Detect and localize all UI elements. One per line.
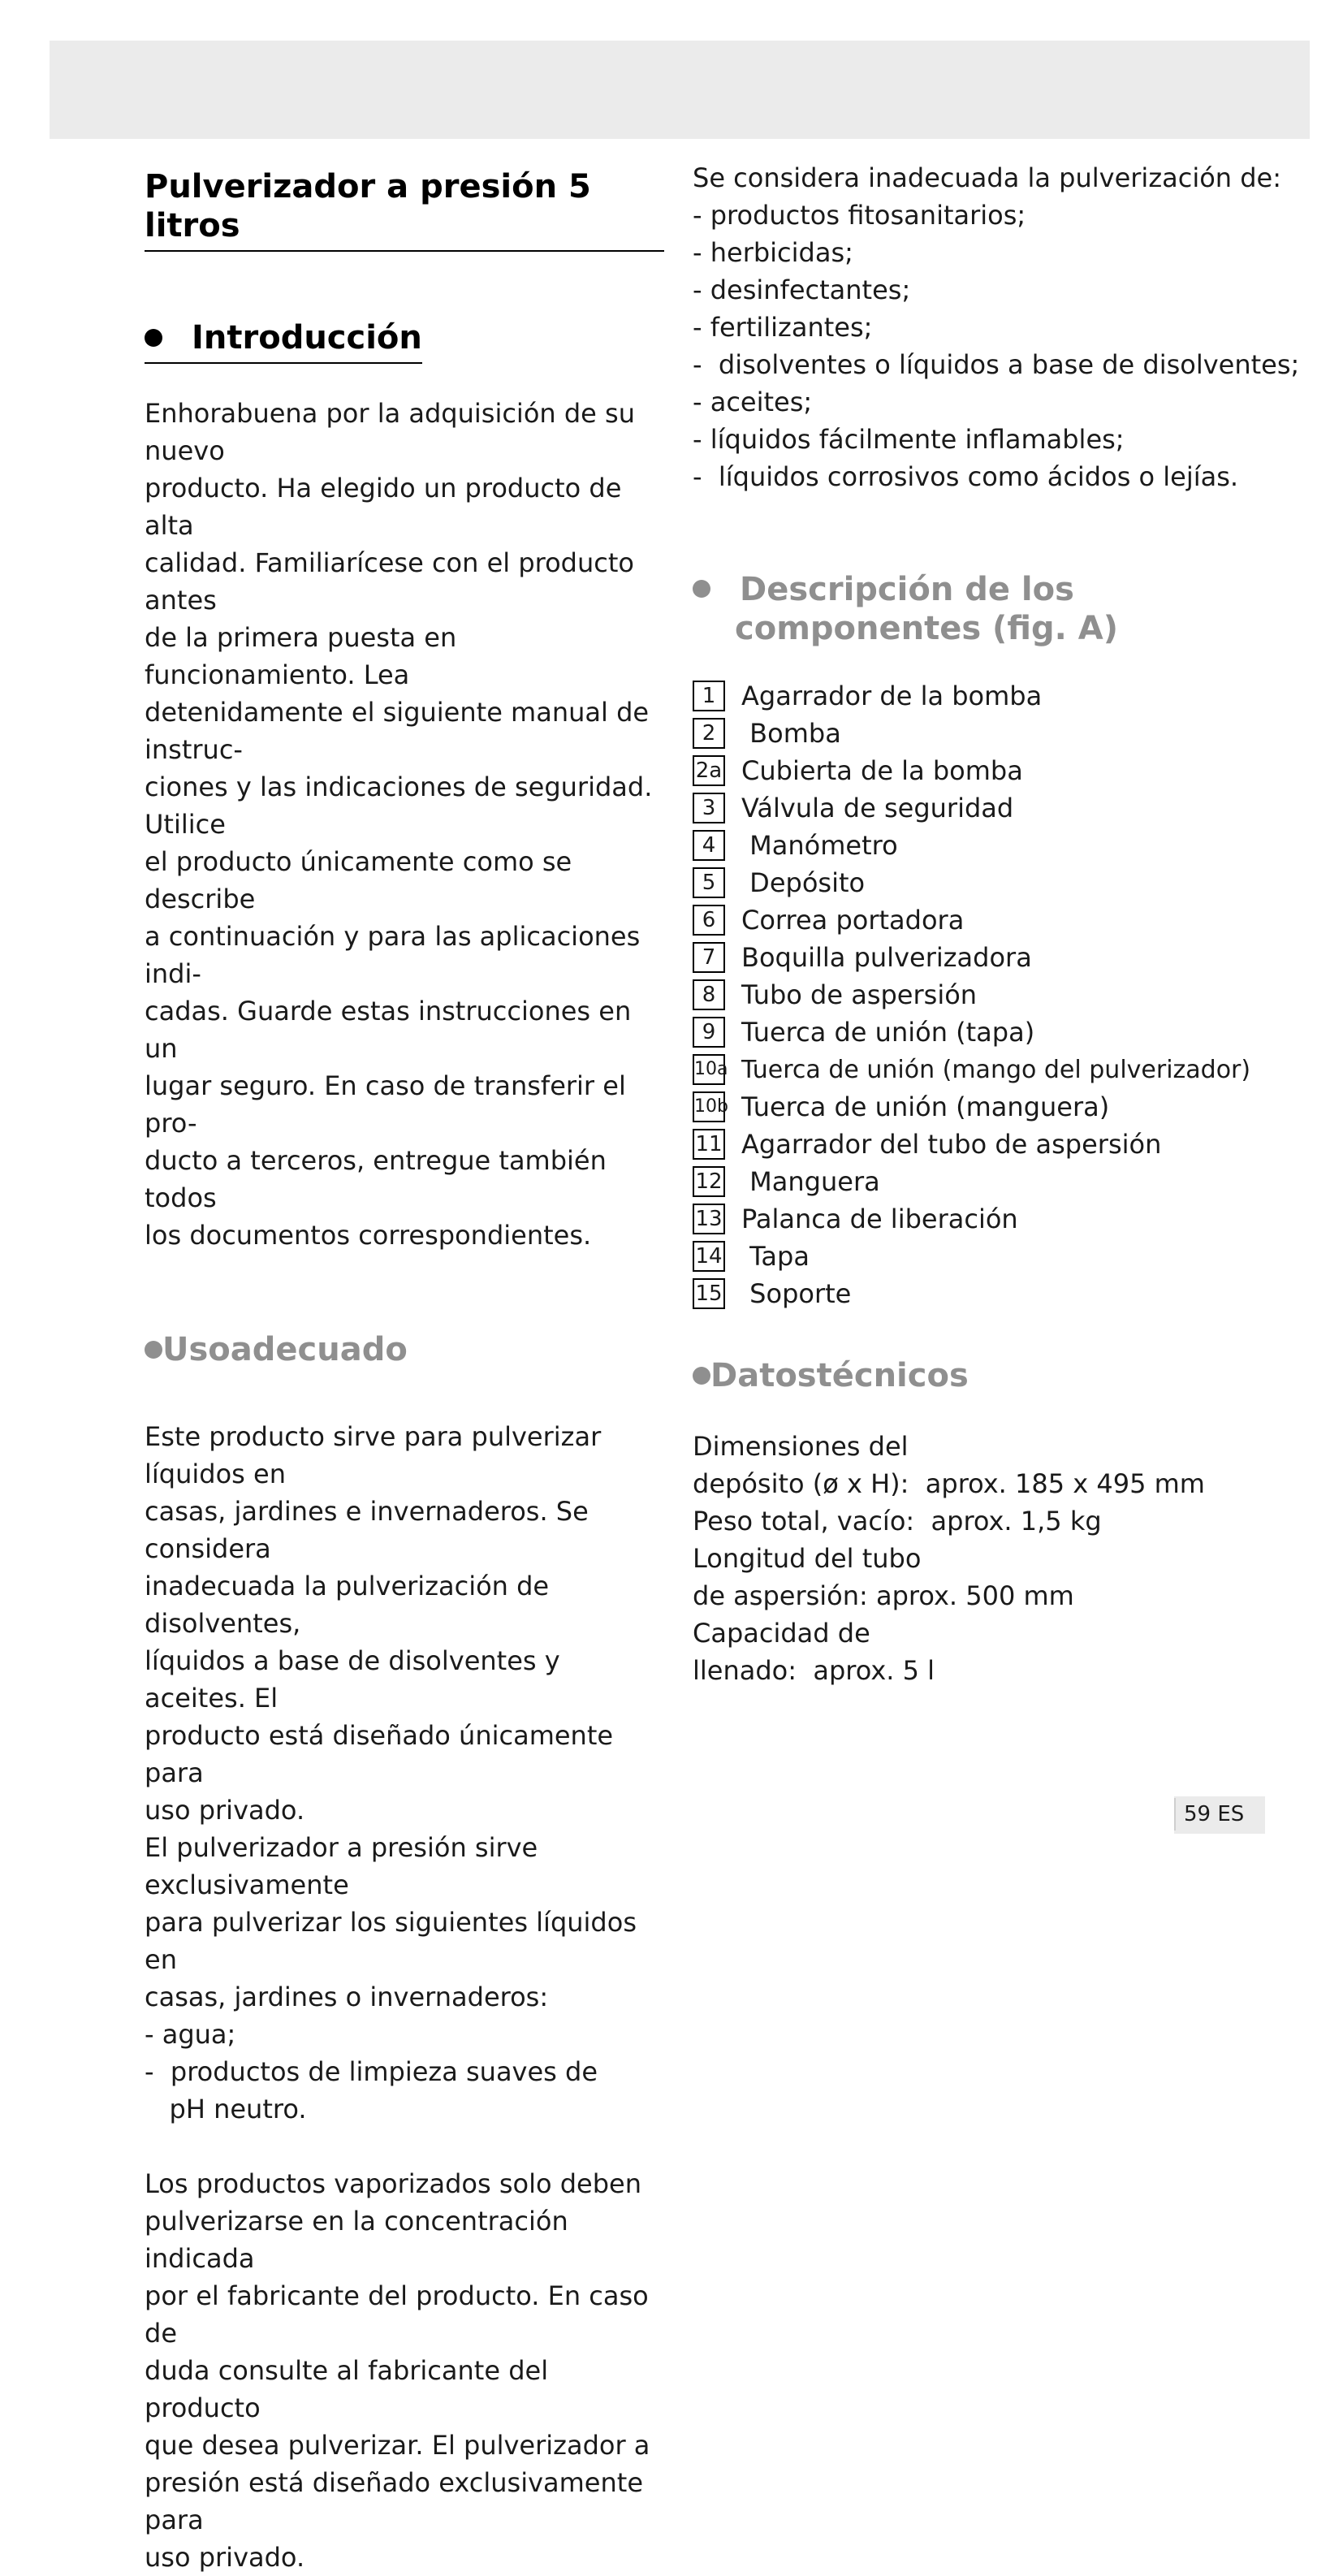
component-item (693, 864, 1245, 901)
component-item (693, 1163, 1245, 1200)
spec-line: Longitud del tubo (693, 1543, 922, 1574)
spec-line: Peso total, vacío: aprox. 1,5 kg (693, 1506, 1102, 1537)
component-item (693, 789, 1245, 827)
component-number: 12 (693, 1166, 725, 1197)
list-item: - productos fitosanitarios; (693, 200, 1026, 231)
text-line: que desea pulverizar. El pulverizador a (145, 2430, 650, 2461)
left-column (145, 159, 664, 2576)
bullet-icon (145, 1341, 162, 1359)
component-label: Cubierta de la bomba (741, 755, 1023, 786)
component-label: Tapa (741, 1241, 810, 1272)
usage-paragraph (145, 1418, 664, 2128)
text-line: uso privado. (145, 2542, 305, 2573)
text-line: casas, jardines o invernaderos: (145, 1982, 549, 2012)
intro-heading (145, 318, 422, 364)
component-label: Agarrador del tubo de aspersión (741, 1129, 1162, 1160)
component-number: 10a (693, 1054, 725, 1085)
component-label: Manómetro (741, 830, 898, 861)
component-number: 6 (693, 905, 725, 936)
component-number: 2a (693, 755, 725, 786)
component-label: Agarrador de la bomba (741, 681, 1043, 711)
specs-list (693, 1428, 1245, 1689)
spec-line: Dimensiones del (693, 1431, 909, 1462)
component-number: 11 (693, 1129, 725, 1160)
component-label: Tuerca de unión (tapa) (741, 1017, 1035, 1048)
list-item: - desinfectantes; (693, 274, 911, 305)
component-item (693, 1275, 1245, 1312)
text-line: Enhorabuena por la adquisición de su nuevo (145, 398, 635, 466)
component-number: 13 (693, 1204, 725, 1234)
component-item (693, 1014, 1245, 1051)
component-label: Válvula de seguridad (741, 793, 1014, 823)
component-item (693, 715, 1245, 752)
component-label: Correa portadora (741, 905, 965, 936)
text-line: detenidamente el siguiente manual de instruc- (145, 697, 650, 765)
component-item (693, 827, 1245, 864)
text-line: inadecuada la pulverización de disolventes, (145, 1571, 550, 1639)
bullet-icon (145, 329, 162, 347)
usage-heading (145, 1330, 664, 1369)
component-number: 2 (693, 718, 725, 749)
component-item (693, 1126, 1245, 1163)
text-line: casas, jardines e invernaderos. Se considera (145, 1496, 589, 1564)
text-line: pH neutro. (145, 2094, 307, 2124)
specs-heading-text: Datostécnicos (710, 1357, 969, 1394)
component-number: 3 (693, 793, 725, 823)
list-item: - fertilizantes; (693, 312, 873, 343)
text-line: Se considera inadecuada la pulverización de: (693, 162, 1282, 193)
usage-heading-text: Usoadecuado (162, 1331, 408, 1368)
text-line: calidad. Familiarícese con el producto antes (145, 547, 634, 616)
spec-line: de aspersión: aprox. 500 mm (693, 1580, 1074, 1611)
component-number: 9 (693, 1017, 725, 1048)
text-line: uso privado. (145, 1795, 305, 1826)
component-label: Tuerca de unión (manguera) (741, 1091, 1110, 1122)
component-item (693, 976, 1245, 1014)
component-number: 1 (693, 681, 725, 711)
components-heading-line: Descripción de los (740, 571, 1074, 608)
page-number-divider (1174, 1798, 1176, 1830)
component-item (693, 1088, 1245, 1126)
text-line: El pulverizador a presión sirve exclusivamente (145, 1832, 538, 1900)
components-heading (693, 570, 1245, 648)
component-label: Bomba (741, 718, 841, 749)
component-number: 4 (693, 830, 725, 861)
text-line: duda consulte al fabricante del producto (145, 2355, 549, 2423)
text-line: producto. Ha elegido un producto de alta (145, 473, 622, 541)
component-number: 7 (693, 942, 725, 973)
component-item (693, 901, 1245, 939)
text-line: de la primera puesta en funcionamiento. Lea (145, 622, 457, 690)
text-line: para pulverizar los siguientes líquidos en (145, 1907, 637, 1975)
spec-line: depósito (ø x H): aprox. 185 x 495 mm (693, 1468, 1205, 1499)
document-title: Pulverizador a presión 5 litros (145, 167, 664, 252)
text-line: el producto únicamente como se describe (145, 846, 572, 914)
component-item (693, 1200, 1245, 1238)
text-line: a continuación y para las aplicaciones indi- (145, 921, 641, 989)
list-item: - herbicidas; (693, 237, 853, 268)
component-item (693, 939, 1245, 976)
component-number: 14 (693, 1241, 725, 1272)
specs-heading (693, 1356, 1245, 1395)
component-item (693, 1238, 1245, 1275)
bullet-icon (693, 580, 710, 598)
components-heading-line: componentes (fig. A) (735, 610, 1118, 647)
spec-line: Capacidad de (693, 1618, 870, 1649)
list-item: - líquidos fácilmente inflamables; (693, 424, 1125, 455)
text-line: ducto a terceros, entregue también todos (145, 1145, 607, 1213)
text-line: cadas. Guarde estas instrucciones en un (145, 996, 632, 1064)
text-line: los documentos correspondientes. (145, 1220, 592, 1251)
intro-paragraph (145, 395, 664, 1254)
text-line: lugar seguro. En caso de transferir el pro- (145, 1070, 626, 1139)
spec-line: llenado: aprox. 5 l (693, 1655, 935, 1686)
component-number: 15 (693, 1278, 725, 1309)
component-label: Soporte (741, 1278, 852, 1309)
component-label: Tuerca de unión (mango del pulverizador) (741, 1055, 1251, 1084)
components-list (693, 677, 1251, 1312)
right-column (693, 159, 1300, 1689)
component-item (693, 1051, 1251, 1088)
list-item: - aceites; (693, 387, 813, 417)
component-number: 8 (693, 979, 725, 1010)
text-line: producto está diseñado únicamente para (145, 1720, 614, 1788)
component-number: 5 (693, 867, 725, 898)
component-label: Palanca de liberación (741, 1204, 1018, 1234)
text-line: - productos de limpieza suaves de (145, 2056, 598, 2087)
component-label: Boquilla pulverizadora (741, 942, 1032, 973)
text-line: Los productos vaporizados solo deben (145, 2168, 641, 2199)
component-label: Manguera (741, 1166, 880, 1197)
component-item (693, 752, 1245, 789)
text-line: pulverizarse en la concentración indicada (145, 2206, 568, 2274)
bullet-icon (693, 1367, 710, 1385)
text-line: Este producto sirve para pulverizar líquidos en (145, 1421, 602, 1489)
list-item: - disolventes o líquidos a base de disolventes; (693, 349, 1300, 380)
component-number: 10b (693, 1091, 725, 1122)
component-label: Depósito (741, 867, 866, 898)
text-line: por el fabricante del producto. En caso de (145, 2280, 649, 2349)
header-band (50, 41, 1310, 139)
text-line: líquidos a base de disolventes y aceites. El (145, 1645, 560, 1714)
unsuitable-list (693, 159, 1300, 495)
usage-note-paragraph (145, 2165, 664, 2576)
component-label: Tubo de aspersión (741, 979, 978, 1010)
text-line: - agua; (145, 2019, 236, 2050)
text-line: ciones y las indicaciones de seguridad. Utilice (145, 772, 653, 840)
intro-heading-text: Introducción (192, 319, 422, 357)
text-line: presión está diseñado exclusivamente para (145, 2467, 643, 2535)
list-item: - líquidos corrosivos como ácidos o lejías. (693, 461, 1239, 492)
component-item (693, 677, 1245, 715)
page-number: 59 ES (1184, 1802, 1245, 1826)
